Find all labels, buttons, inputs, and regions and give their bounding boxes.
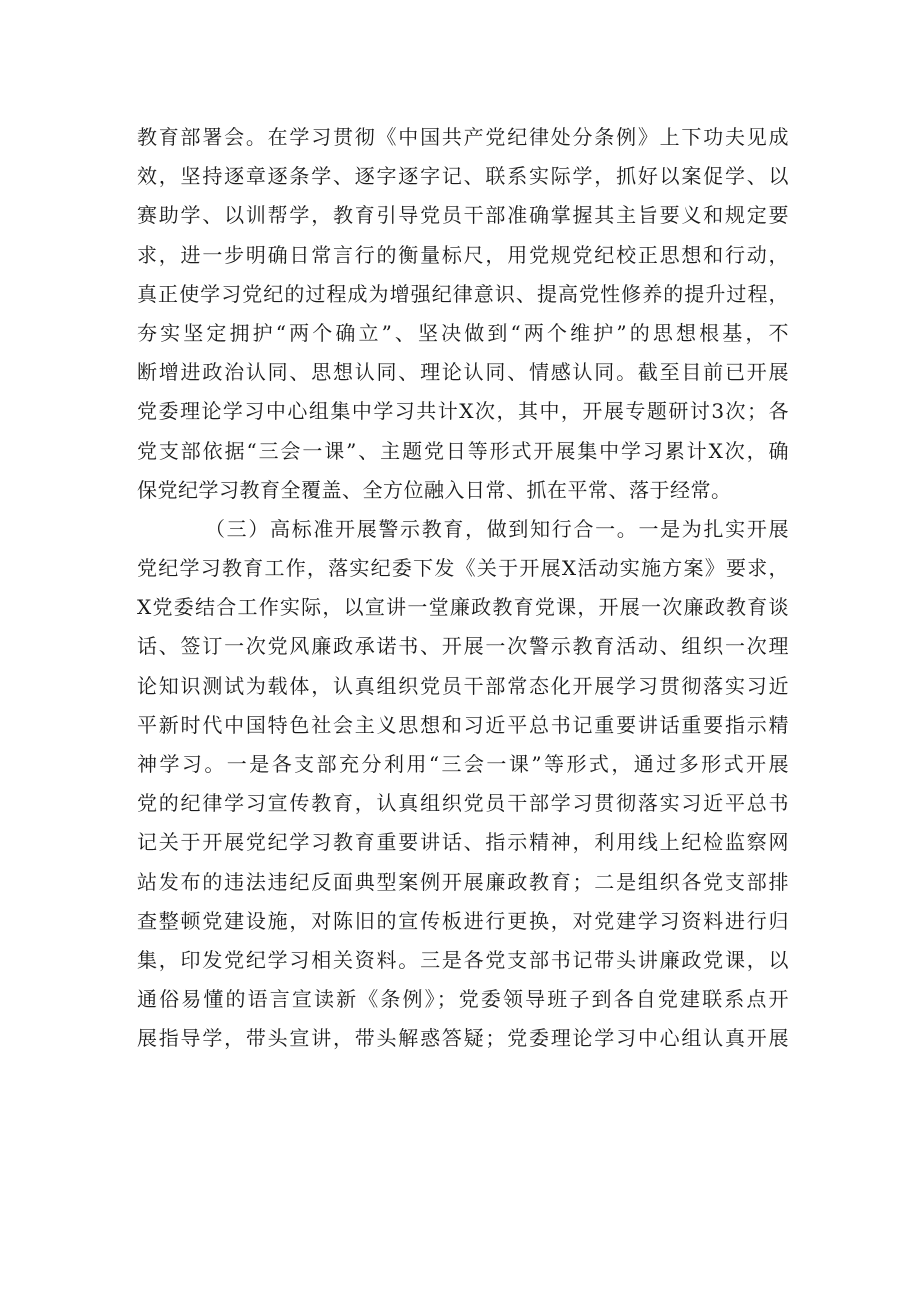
text-line: 断增进政治认同、思想认同、理论认同、情感认同。截至目前已开展 (137, 360, 789, 385)
text-line: 教育部署会。在学习贯彻《中国共产党纪律处分条例》上下功夫见成 (137, 125, 789, 149)
text-line: 赛助学、以训帮学，教育引导党员干部准确掌握其主旨要义和规定要 (137, 203, 789, 228)
section-heading-line: （三）高标准开展警示教育，做到知行合一。一是为扎实开展 (205, 516, 789, 541)
text-line: 真正使学习党纪的过程成为增强纪律意识、提高党性修养的提升过程， (137, 281, 789, 306)
text-line: 党委理论学习中心组集中学习共计X次，其中，开展专题研讨3次；各 (137, 399, 789, 424)
text-line: 论知识测试为载体，认真组织党员干部常态化开展学习贯彻落实习近 (137, 673, 789, 698)
text-line: 神学习。一是各支部充分利用“三会一课”等形式，通过多形式开展 (137, 752, 789, 776)
text-line: 党的纪律学习宣传教育，认真组织党员干部学习贯彻落实习近平总书 (137, 791, 789, 816)
text-line: 党支部依据“三会一课”、主题党日等形式开展集中学习累计X次，确 (137, 438, 789, 463)
paragraph-last-line: 保党纪学习教育全覆盖、全方位融入日常、抓在平常、落于经常。 (137, 477, 732, 502)
text-line: 展指导学，带头宣讲，带头解惑答疑；党委理论学习中心组认真开展 (137, 1026, 789, 1051)
text-line: 求，进一步明确日常言行的衡量标尺，用党规党纪校正思想和行动， (137, 242, 789, 267)
body-text (137, 118, 789, 1059)
text-line: X党委结合工作实际，以宣讲一堂廉政教育党课，开展一次廉政教育谈 (137, 595, 789, 620)
text-line: 话、签订一次党风廉政承诺书、开展一次警示教育活动、组织一次理 (137, 634, 789, 659)
text-line: 集，印发党纪学习相关资料。三是各党支部书记带头讲廉政党课，以 (137, 947, 789, 972)
text-line: 记关于开展党纪学习教育重要讲话、指示精神，利用线上纪检监察网 (137, 830, 789, 855)
text-line: 通俗易懂的语言宣读新《条例》；党委领导班子到各自党建联系点开 (137, 987, 789, 1012)
text-line: 夯实坚定拥护“两个确立”、坚决做到“两个维护”的思想根基，不 (137, 320, 789, 345)
text-line: 效，坚持逐章逐条学、逐字逐字记、联系实际学，抓好以案促学、以 (137, 164, 789, 189)
text-line: 站发布的违法违纪反面典型案例开展廉政教育；二是组织各党支部排 (137, 869, 789, 894)
text-line: 党纪学习教育工作，落实纪委下发《关于开展X活动实施方案》要求， (137, 556, 789, 581)
text-line: 平新时代中国特色社会主义思想和习近平总书记重要讲话重要指示精 (137, 712, 789, 737)
text-line: 查整顿党建设施，对陈旧的宣传板进行更换，对党建学习资料进行归 (137, 908, 789, 933)
